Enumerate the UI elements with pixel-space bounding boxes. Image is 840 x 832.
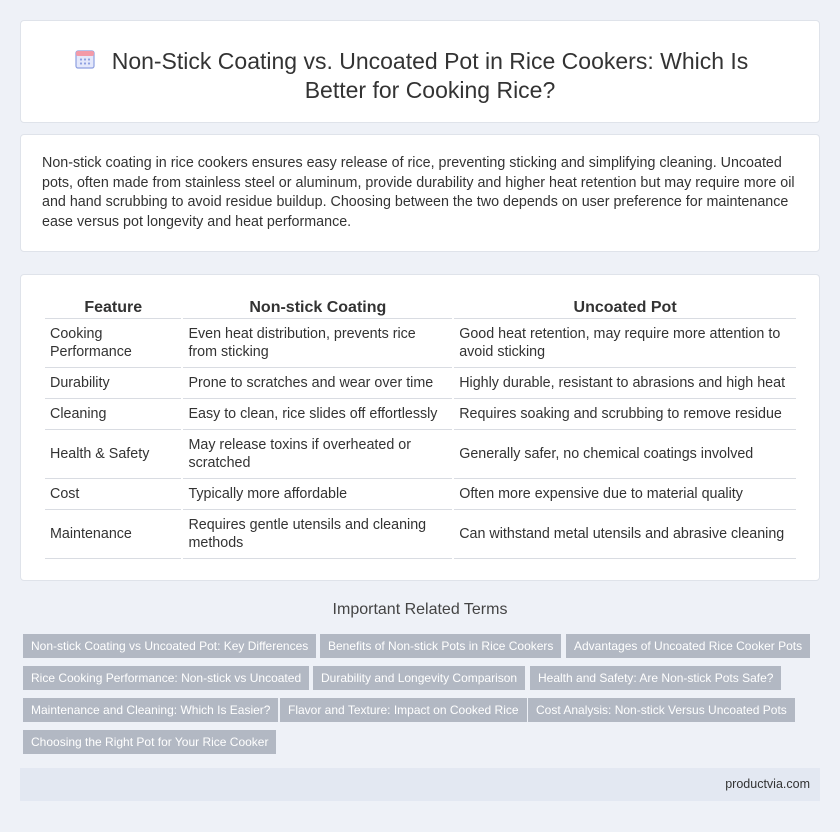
intro-paragraph: Non-stick coating in rice cookers ensures easy release of rice, preventing sticking and simplifying cleaning. Uncoated pots, often made from stainless steel or aluminum, provide durability and higher heat retention but may require more oil and hand scrubbing to avoid residue buildup. Choosing between the two depends on user preference for maintenance ease versus pot longevity and heat performance. (42, 155, 795, 230)
related-tag[interactable]: Flavor and Texture: Impact on Cooked Rice (280, 698, 527, 722)
related-tag[interactable]: Advantages of Uncoated Rice Cooker Pots (566, 634, 810, 658)
cell-non-stick: Requires gentle utensils and cleaning methods (183, 510, 452, 559)
cell-non-stick: May release toxins if overheated or scratched (183, 430, 452, 479)
page-title: Non-Stick Coating vs. Uncoated Pot in Rice Cookers: Which Is Better for Cooking Rice? (111, 48, 749, 103)
footer (20, 768, 820, 801)
cell-feature: Cooking Performance (45, 319, 181, 368)
cell-uncoated: Good heat retention, may require more attention to avoid sticking (454, 319, 796, 368)
table-row (45, 368, 796, 399)
related-tag[interactable]: Health and Safety: Are Non-stick Pots Safe? (530, 666, 781, 690)
title-card (20, 20, 820, 123)
related-tag[interactable]: Durability and Longevity Comparison (313, 666, 525, 690)
related-tag[interactable]: Rice Cooking Performance: Non-stick vs Uncoated (23, 666, 309, 690)
table-row (45, 430, 796, 479)
table-row (45, 319, 796, 368)
cell-uncoated: Highly durable, resistant to abrasions and high heat (454, 368, 796, 399)
cell-uncoated: Requires soaking and scrubbing to remove residue (454, 399, 796, 430)
intro-card (20, 134, 820, 252)
related-tag[interactable]: Cost Analysis: Non-stick Versus Uncoated Pots (528, 698, 795, 722)
header-feature: Feature (45, 295, 181, 319)
related-tag[interactable]: Non-stick Coating vs Uncoated Pot: Key Differences (23, 634, 316, 658)
cell-feature: Cost (45, 479, 181, 510)
comparison-card (20, 274, 820, 581)
related-tag[interactable]: Maintenance and Cleaning: Which Is Easier? (23, 698, 278, 722)
cell-non-stick: Even heat distribution, prevents rice from sticking (183, 319, 452, 368)
table-row (45, 399, 796, 430)
related-tag[interactable]: Choosing the Right Pot for Your Rice Cooker (23, 730, 276, 754)
cell-feature: Durability (45, 368, 181, 399)
cell-feature: Health & Safety (45, 430, 181, 479)
header-uncoated: Uncoated Pot (454, 295, 796, 319)
related-terms-title: Important Related Terms (332, 601, 508, 618)
cell-feature: Maintenance (45, 510, 181, 559)
cell-uncoated: Can withstand metal utensils and abrasive cleaning (454, 510, 796, 559)
cell-non-stick: Typically more affordable (183, 479, 452, 510)
footer-site[interactable]: productvia.com (725, 777, 810, 791)
cell-non-stick: Prone to scratches and wear over time (183, 368, 452, 399)
comparison-table (43, 295, 798, 559)
cell-uncoated: Often more expensive due to material quality (454, 479, 796, 510)
table-row (45, 510, 796, 559)
cell-feature: Cleaning (45, 399, 181, 430)
related-tag[interactable]: Benefits of Non-stick Pots in Rice Cookers (320, 634, 561, 658)
cell-uncoated: Generally safer, no chemical coatings involved (454, 430, 796, 479)
header-non-stick: Non-stick Coating (183, 295, 452, 319)
cell-non-stick: Easy to clean, rice slides off effortlessly (183, 399, 452, 430)
table-row (45, 479, 796, 510)
